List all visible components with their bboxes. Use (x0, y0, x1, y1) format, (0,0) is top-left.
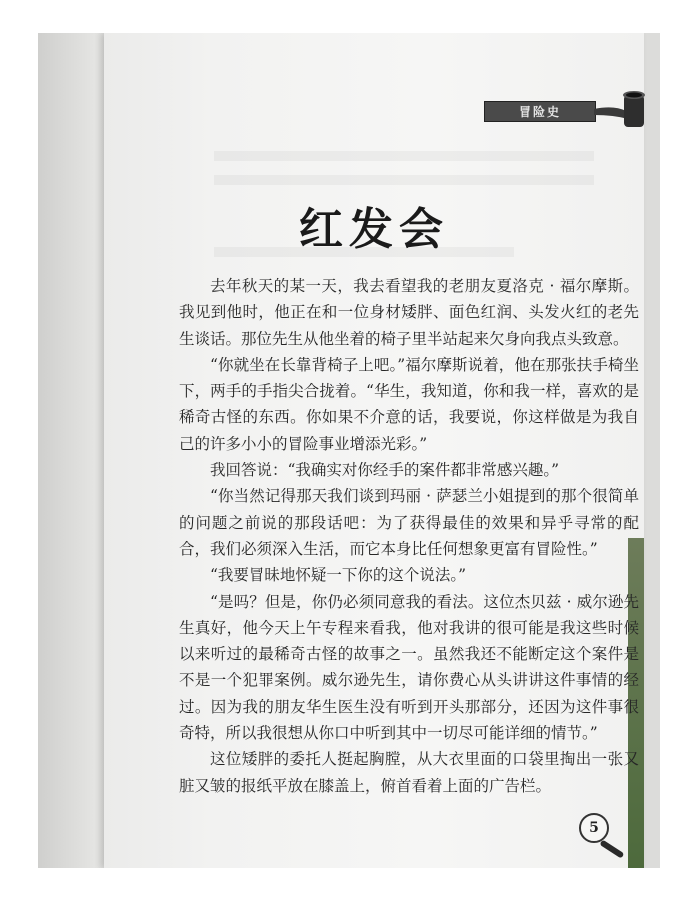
paragraph: “我要冒昧地怀疑一下你的这个说法。” (210, 566, 467, 585)
book-page (104, 33, 644, 868)
pipe-icon (594, 85, 654, 135)
running-header (484, 101, 596, 122)
chapter-title: 红发会 (299, 204, 449, 255)
paragraph: 这位矮胖的委托人挺起胸膛，从大衣里面的口袋里掏出一张又脏又皱的报纸平放在膝盖上，俯首看着上面的广告栏。 (179, 750, 639, 795)
paragraph: “是吗？但是，你仍必须同意我的看法。这位杰贝兹 · 威尔逊先生真好，他今天上午专程来看我，他对我讲的很可能是我这些时候以来听过的最稀奇古怪的故事之一。虽然我还不能断定这个案件是不是一个犯罪案例。威尔逊先生，请你费心从头讲讲这件事情的经过。因为我的朋友华生医生没有听到开头那部分，还因为这件事很奇特，所以我很想从你口中听到其中一切尽可能详细的情节。” (179, 592, 639, 743)
paragraph: 去年秋天的某一天，我去看望我的老朋友夏洛克 · 福尔摩斯。我见到他时，他正在和一位身材矮胖、面色红润、头发火红的老先生谈话。那位先生从他坐着的椅子里半站起来欠身向我点头致意。 (179, 277, 639, 348)
book-photo (38, 33, 660, 868)
paragraph: “你就坐在长靠背椅子上吧。”福尔摩斯说着，他在那张扶手椅坐下，两手的手指尖合拢着。“华生，我知道，你和我一样，喜欢的是稀奇古怪的东西。你如果不介意的话，我要说，你这样做是为我自己的许多小小的冒险事业增添光彩。” (179, 355, 639, 453)
paragraph: 我回答说：“我确实对你经手的案件都非常感兴趣。” (210, 461, 560, 480)
paragraph: “你当然记得那天我们谈到玛丽 · 萨瑟兰小姐提到的那个很简单的问题之前说的那段话吧：为了获得最佳的效果和异乎寻常的配合，我们必须深入生活，而它本身比任何想象更富有冒险性。” (179, 487, 639, 558)
page-number: 5 (579, 813, 609, 843)
bleed-through-text (214, 175, 594, 185)
bleed-through-text (214, 151, 594, 161)
magnifier-icon (599, 839, 624, 858)
running-header-label: 冒险史 (518, 105, 561, 119)
body-text (179, 273, 639, 799)
